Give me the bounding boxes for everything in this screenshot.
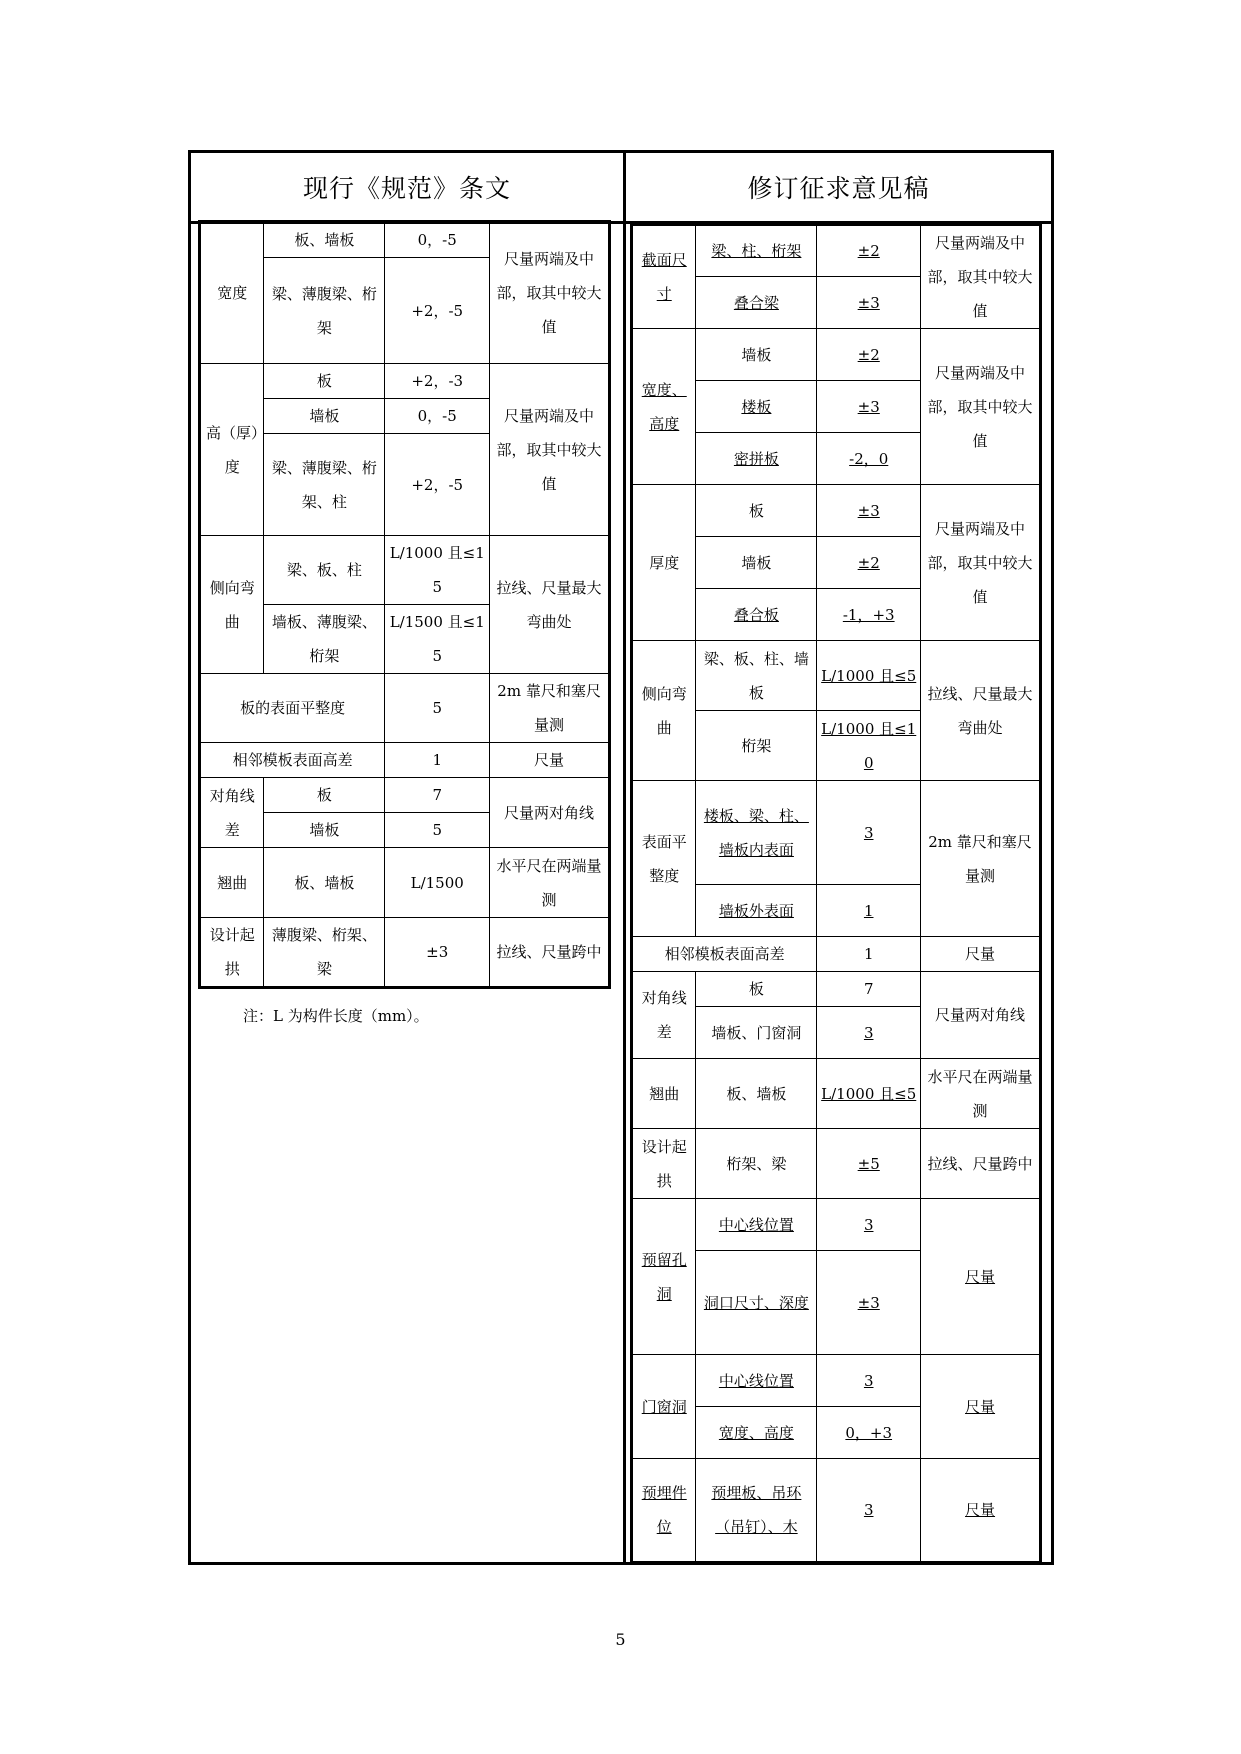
tolerance-cell: +2，-3 — [385, 364, 490, 399]
tolerance-cell: 5 — [385, 813, 490, 848]
item-cell: 板 — [696, 972, 817, 1007]
item-cell: 墙板 — [264, 399, 385, 434]
tolerance-cell: L/1000 且≤5 — [817, 641, 921, 711]
item-cell: 墙板 — [264, 813, 385, 848]
tolerance-cell: ±5 — [817, 1129, 921, 1199]
method-cell: 尺量两对角线 — [921, 972, 1041, 1059]
group-warp: 翘曲 — [632, 1059, 696, 1129]
tolerance-cell: ±3 — [817, 1251, 921, 1355]
item-cell: 桁架 — [696, 711, 817, 781]
tolerance-cell: 1 — [817, 885, 921, 937]
group-diagonal: 对角线差 — [632, 972, 696, 1059]
item-cell: 板、墙板 — [264, 848, 385, 918]
tolerance-cell: L/1000 且≤10 — [817, 711, 921, 781]
tolerance-cell: ±2 — [817, 329, 921, 381]
item-cell: 预埋板、吊环（吊钉）、木 — [696, 1459, 817, 1563]
tolerance-cell: 3 — [817, 1355, 921, 1407]
tolerance-cell: 3 — [817, 1459, 921, 1563]
group-door-window: 门窗洞 — [632, 1355, 696, 1459]
tolerance-cell: 0，-5 — [385, 399, 490, 434]
group-width: 宽度 — [200, 222, 264, 364]
tolerance-cell: 3 — [817, 1199, 921, 1251]
item-cell: 板 — [264, 778, 385, 813]
method-cell: 水平尺在两端量测 — [490, 848, 610, 918]
right-column-title: 修订征求意见稿 — [747, 174, 930, 203]
group-bend: 侧向弯曲 — [632, 641, 696, 781]
item-cell: 墙板、门窗洞 — [696, 1007, 817, 1059]
item-cell: 墙板外表面 — [696, 885, 817, 937]
tolerance-cell: L/1500 — [385, 848, 490, 918]
current-code-table — [198, 220, 611, 989]
item-cell: 梁、柱、桁架 — [696, 225, 817, 277]
item-cell: 楼板、梁、柱、墙板内表面 — [696, 781, 817, 885]
method-cell: 尺量 — [490, 743, 610, 778]
group-embedded-part: 预埋件位 — [632, 1459, 696, 1563]
item-cell: 墙板 — [696, 329, 817, 381]
item-cell: 楼板 — [696, 381, 817, 433]
item-cell: 叠合梁 — [696, 277, 817, 329]
table-note: 注：L 为构件长度（mm）。 — [243, 1007, 429, 1025]
tolerance-cell: +2，-5 — [385, 258, 490, 364]
item-cell: 叠合板 — [696, 589, 817, 641]
tolerance-cell: 3 — [817, 1007, 921, 1059]
item-cell: 板、墙板 — [696, 1059, 817, 1129]
method-cell: 拉线、尺量最大弯曲处 — [921, 641, 1041, 781]
group-warp: 翘曲 — [200, 848, 264, 918]
group-bend: 侧向弯曲 — [200, 536, 264, 674]
item-cell: 相邻模板表面高差 — [632, 937, 817, 972]
tolerance-cell: -1，+3 — [817, 589, 921, 641]
page-number: 5 — [615, 1630, 626, 1649]
item-cell: 中心线位置 — [696, 1199, 817, 1251]
method-cell: 尺量两对角线 — [490, 778, 610, 848]
item-cell: 宽度、高度 — [696, 1407, 817, 1459]
method-cell: 拉线、尺量最大弯曲处 — [490, 536, 610, 674]
group-height: 高（厚）度 — [200, 364, 264, 536]
tolerance-cell: ±3 — [817, 485, 921, 537]
item-cell: 密拼板 — [696, 433, 817, 485]
tolerance-cell: 0，+3 — [817, 1407, 921, 1459]
group-diagonal: 对角线差 — [200, 778, 264, 848]
method-cell: 尺量两端及中部，取其中较大值 — [490, 222, 610, 364]
group-thickness: 厚度 — [632, 485, 696, 641]
tolerance-cell: +2，-5 — [385, 434, 490, 536]
method-cell: 尺量 — [921, 1459, 1041, 1563]
tolerance-cell: ±3 — [817, 277, 921, 329]
tolerance-cell: 1 — [385, 743, 490, 778]
item-cell: 相邻模板表面高差 — [200, 743, 385, 778]
group-width-height: 宽度、高度 — [632, 329, 696, 485]
tolerance-cell: L/1000 且≤5 — [817, 1059, 921, 1129]
method-cell: 尺量两端及中部，取其中较大值 — [921, 329, 1041, 485]
tolerance-cell: ±2 — [817, 225, 921, 277]
item-cell: 板的表面平整度 — [200, 674, 385, 743]
group-reserved-hole: 预留孔洞 — [632, 1199, 696, 1355]
tolerance-cell: ±3 — [817, 381, 921, 433]
item-cell: 墙板 — [696, 537, 817, 589]
tolerance-cell: L/1500 且≤15 — [385, 605, 490, 674]
method-cell: 2m 靠尺和塞尺量测 — [921, 781, 1041, 937]
method-cell: 尺量两端及中部，取其中较大值 — [921, 225, 1041, 329]
tolerance-cell: 7 — [817, 972, 921, 1007]
group-flatness: 表面平整度 — [632, 781, 696, 937]
item-cell: 梁、板、柱 — [264, 536, 385, 605]
item-cell: 板 — [264, 364, 385, 399]
tolerance-cell: ±2 — [817, 537, 921, 589]
tolerance-cell: L/1000 且≤15 — [385, 536, 490, 605]
group-section-size: 截面尺寸 — [632, 225, 696, 329]
item-cell: 梁、板、柱、墙板 — [696, 641, 817, 711]
left-column-title: 现行《规范》条文 — [302, 174, 511, 203]
tolerance-cell: 1 — [817, 937, 921, 972]
method-cell: 尺量 — [921, 1199, 1041, 1355]
group-camber: 设计起拱 — [632, 1129, 696, 1199]
item-cell: 板、墙板 — [264, 222, 385, 258]
tolerance-cell: 0，-5 — [385, 222, 490, 258]
tolerance-cell: -2，0 — [817, 433, 921, 485]
method-cell: 尺量两端及中部，取其中较大值 — [921, 485, 1041, 641]
item-cell: 薄腹梁、桁架、梁 — [264, 918, 385, 988]
item-cell: 中心线位置 — [696, 1355, 817, 1407]
method-cell: 拉线、尺量跨中 — [921, 1129, 1041, 1199]
column-divider — [623, 153, 626, 1562]
item-cell: 墙板、薄腹梁、桁架 — [264, 605, 385, 674]
tolerance-cell: 3 — [817, 781, 921, 885]
method-cell: 水平尺在两端量测 — [921, 1059, 1041, 1129]
item-cell: 梁、薄腹梁、桁架 — [264, 258, 385, 364]
item-cell: 洞口尺寸、深度 — [696, 1251, 817, 1355]
tolerance-cell: 7 — [385, 778, 490, 813]
tolerance-cell: ±3 — [385, 918, 490, 988]
tolerance-cell: 5 — [385, 674, 490, 743]
method-cell: 尺量两端及中部，取其中较大值 — [490, 364, 610, 536]
item-cell: 梁、薄腹梁、桁架、柱 — [264, 434, 385, 536]
revised-draft-table — [630, 223, 1042, 1564]
group-camber: 设计起拱 — [200, 918, 264, 988]
method-cell: 尺量 — [921, 1355, 1041, 1459]
method-cell: 拉线、尺量跨中 — [490, 918, 610, 988]
item-cell: 桁架、梁 — [696, 1129, 817, 1199]
item-cell: 板 — [696, 485, 817, 537]
method-cell: 2m 靠尺和塞尺量测 — [490, 674, 610, 743]
method-cell: 尺量 — [921, 937, 1041, 972]
